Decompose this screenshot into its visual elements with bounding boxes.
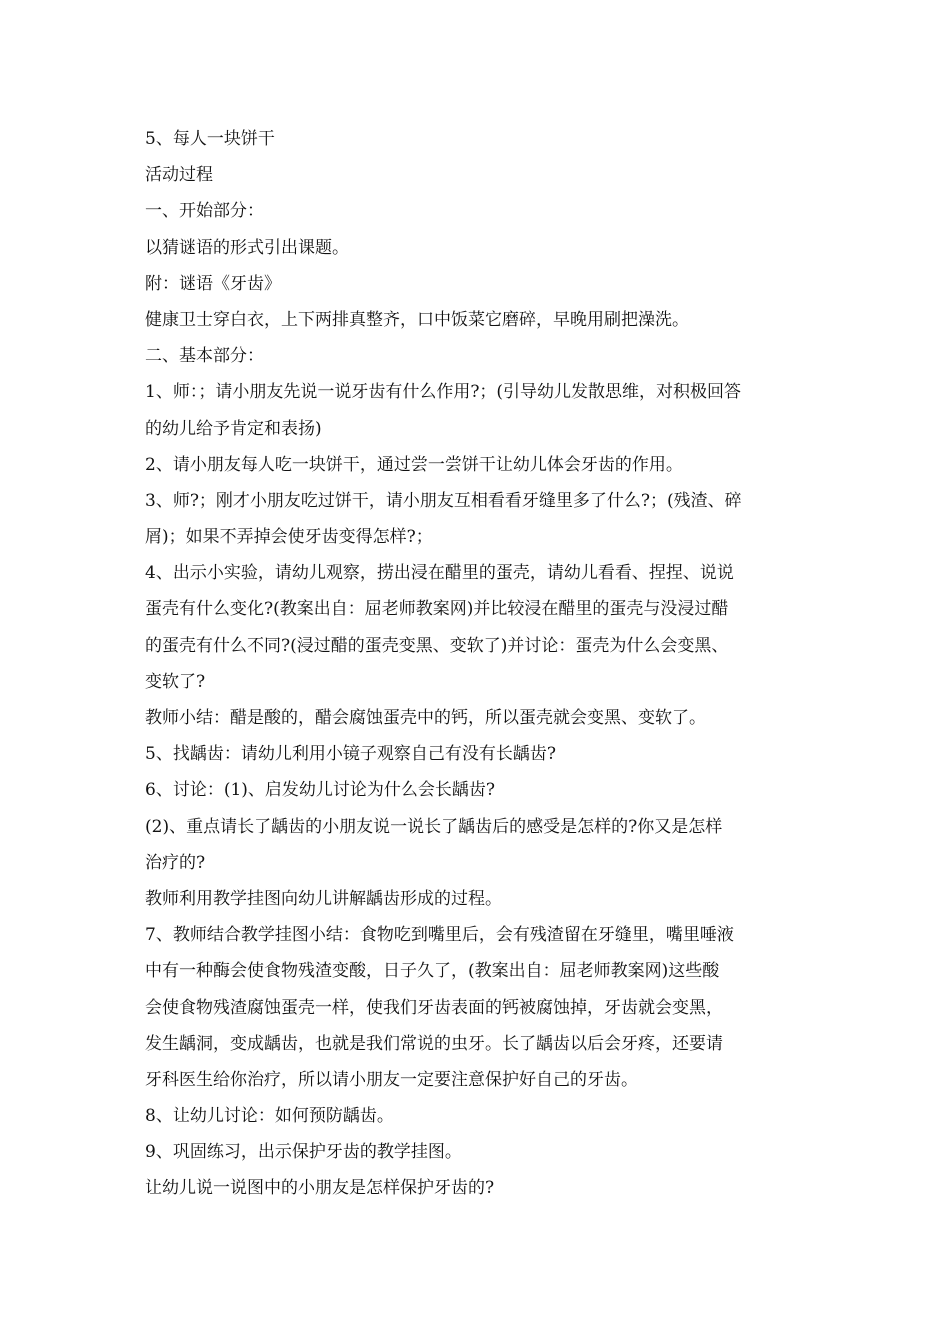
text-line: 会使食物残渣腐蚀蛋壳一样，使我们牙齿表面的钙被腐蚀掉，牙齿就会变黑， [145,997,723,1018]
text-line: 牙科医生给你治疗，所以请小朋友一定要注意保护好自己的牙齿。 [145,1069,638,1090]
text-line: 附：谜语《牙齿》 [145,273,281,294]
text-line: 二、基本部分： [145,346,264,367]
text-line: 的蛋壳有什么不同?(浸过醋的蛋壳变黑、变软了)并讨论：蛋壳为什么会变黑、 [145,635,729,656]
text-line: 治疗的? [145,852,206,873]
text-line: 9、巩固练习，出示保护牙齿的教学挂图。 [145,1142,462,1163]
text-line: 以猜谜语的形式引出课题。 [145,237,349,258]
text-line: (2)、重点请长了龋齿的小朋友说一说长了龋齿后的感受是怎样的?你又是怎样 [145,816,723,837]
text-line: 5、每人一块饼干 [145,129,275,149]
text-line: 4、出示小实验，请幼儿观察，捞出浸在醋里的蛋壳，请幼儿看看、捏捏、说说 [145,563,734,584]
text-line: 让幼儿说一说图中的小朋友是怎样保护牙齿的? [145,1178,495,1199]
text-line: 6、讨论：(1)、启发幼儿讨论为什么会长龋齿? [145,780,496,801]
text-line: 蛋壳有什么变化?(教案出自：屈老师教案网)并比较浸在醋里的蛋壳与没浸过醋 [145,599,729,620]
document-body [145,121,810,1207]
text-line: 变软了? [145,671,206,692]
text-line: 1、师：；请小朋友先说一说牙齿有什么作用?；(引导幼儿发散思维，对积极回答 [145,382,742,403]
text-line: 5、找龋齿：请幼儿利用小镜子观察自己有没有长龋齿? [145,744,556,765]
text-line: 2、请小朋友每人吃一块饼干，通过尝一尝饼干让幼儿体会牙齿的作用。 [145,454,683,475]
text-line: 活动过程 [145,165,213,186]
text-line: 7、教师结合教学挂图小结：食物吃到嘴里后，会有残渣留在牙缝里，嘴里唾液 [145,925,734,946]
text-line: 中有一种酶会使食物残渣变酸，日子久了，(教案出自：屈老师教案网)这些酸 [145,961,720,982]
text-line: 屑)；如果不弄掉会使牙齿变得怎样?； [145,527,433,548]
text-line: 8、让幼儿讨论：如何预防龋齿。 [145,1106,394,1127]
text-line: 的幼儿给予肯定和表扬) [145,418,322,439]
text-line: 教师利用教学挂图向幼儿讲解龋齿形成的过程。 [145,888,502,909]
text-line: 发生龋洞，变成龋齿，也就是我们常说的虫牙。长了龋齿以后会牙疼，还要请 [145,1033,723,1054]
text-line: 一、开始部分： [145,201,264,222]
text-line: 教师小结：醋是酸的，醋会腐蚀蛋壳中的钙，所以蛋壳就会变黑、变软了。 [145,708,706,728]
text-line: 3、师?；刚才小朋友吃过饼干，请小朋友互相看看牙缝里多了什么?；(残渣、碎 [145,490,742,511]
text-line: 健康卫士穿白衣，上下两排真整齐，口中饭菜它磨碎，早晚用刷把澡洗。 [145,309,689,330]
